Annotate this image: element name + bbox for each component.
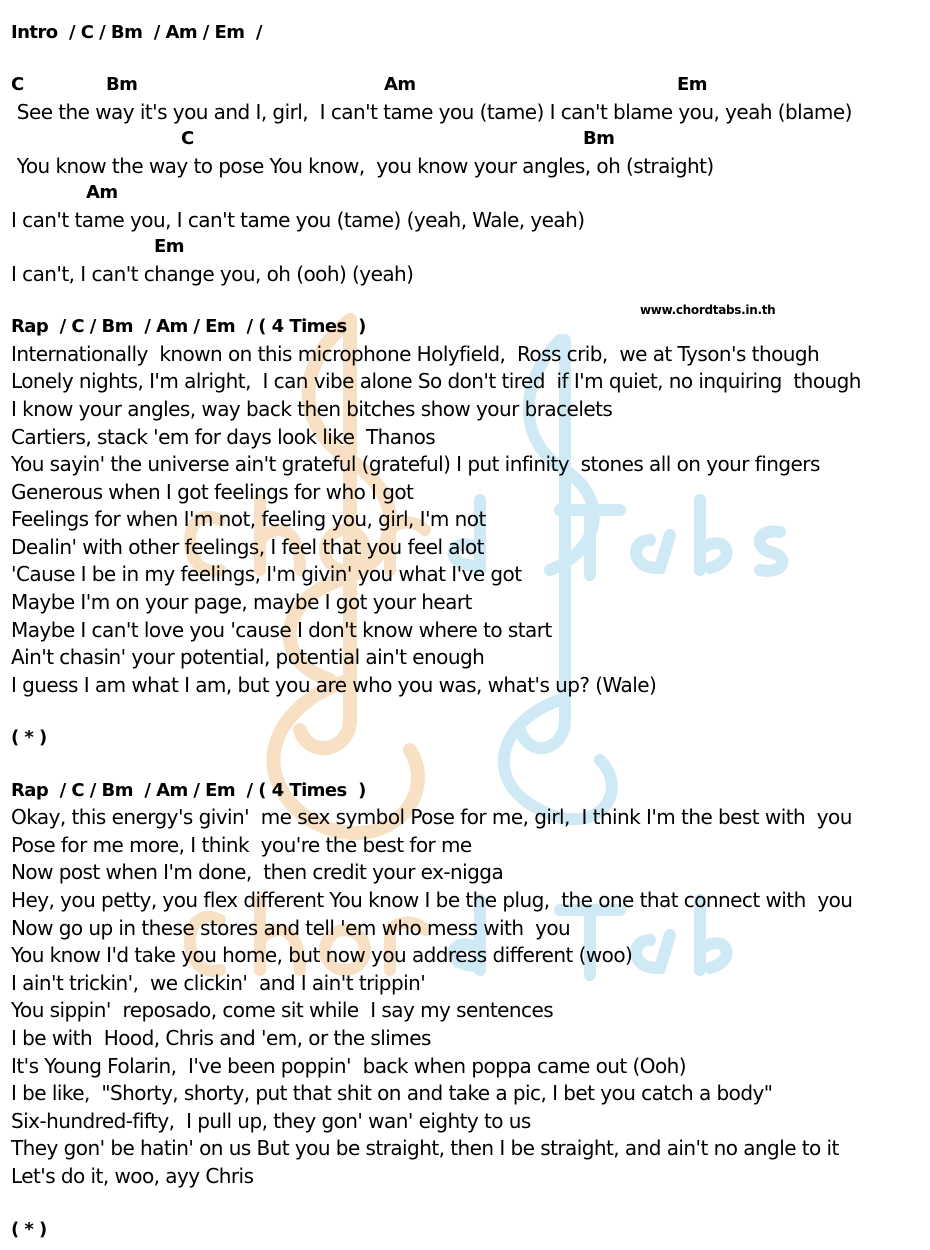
chord: Am	[86, 182, 118, 204]
chord: Em	[154, 236, 184, 258]
chord-line	[11, 180, 921, 206]
chord-line	[11, 126, 921, 152]
chord-line	[11, 234, 921, 260]
lyric-line: I be with Hood, Chris and 'em, or the slimes	[11, 1025, 431, 1050]
intro-line: Intro / C / Bm / Am / Em /	[11, 22, 262, 43]
lyric-line: I can't, I can't change you, oh (ooh) (yeah)	[11, 261, 414, 286]
lyric-line: I ain't trickin', we clickin' and I ain't trippin'	[11, 970, 426, 995]
lyric-line: Okay, this energy's givin' me sex symbol Pose for me, girl, I think I'm the best with you	[11, 805, 852, 830]
chord-sheet	[11, 20, 921, 1243]
lyric-line: I can't tame you, I can't tame you (tame) (yeah, Wale, yeah)	[11, 207, 585, 232]
lyric-line: Hey, you petty, you flex different You know I be the plug, the one that connect with you	[11, 888, 853, 912]
lyric-line: You know I'd take you home, but now you address different (woo)	[11, 943, 633, 968]
site-url: www.chordtabs.in.th	[640, 303, 776, 317]
chord: Bm	[583, 128, 615, 150]
lyric-line: You sippin' reposado, come sit while I say my sentences	[11, 998, 554, 1023]
lyric-line: 'Cause I be in my feelings, I'm givin' you what I've got	[11, 562, 522, 587]
chord: Am	[384, 74, 416, 96]
lyric-line: Ain't chasin' your potential, potential ain't enough	[11, 645, 485, 670]
lyric-line: Pose for me more, I think you're the best for me	[11, 832, 472, 857]
spacer	[11, 752, 921, 778]
lyric-line: Now post when I'm done, then credit your ex-nigga	[11, 860, 504, 885]
chorus-reference: ( * )	[11, 1218, 47, 1240]
lyric-line: Feelings for when I'm not, feeling you, girl, I'm not	[11, 507, 486, 532]
spacer	[11, 288, 921, 314]
lyric-line: They gon' be hatin' on us But you be straight, then I be straight, and ain't no angle to it	[11, 1136, 839, 1161]
chord: Bm	[106, 74, 138, 96]
lyric-line: See the way it's you and I, girl, I can't tame you (tame) I can't blame you, yeah (blame)	[11, 99, 852, 124]
lyric-line: I guess I am what I am, but you are who you was, what's up? (Wale)	[11, 672, 657, 697]
lyric-line: I know your angles, way back then bitches show your bracelets	[11, 396, 613, 421]
lyric-line: I be like, "Shorty, shorty, put that shit on and take a pic, I bet you catch a body"	[11, 1081, 773, 1106]
chorus-reference: ( * )	[11, 727, 47, 749]
rap-section-label: Rap / C / Bm / Am / Em / ( 4 Times )	[11, 779, 366, 801]
lyric-line: Let's do it, woo, ayy Chris	[11, 1163, 254, 1188]
spacer	[11, 1191, 921, 1217]
lyric-line: Generous when I got feelings for who I got	[11, 479, 414, 504]
spacer	[11, 699, 921, 725]
lyric-line: Six-hundred-fifty, I pull up, they gon' wan' eighty to us	[11, 1108, 531, 1133]
lyric-line: Internationally known on this microphone Holyfield, Ross crib, we at Tyson's though	[11, 341, 820, 366]
spacer	[11, 46, 921, 72]
lyric-line: It's Young Folarin, I've been poppin' back when poppa came out (Ooh)	[11, 1053, 687, 1078]
lyric-line: You know the way to pose You know, you know your angles, oh (straight)	[11, 153, 714, 178]
chord: C	[181, 128, 194, 150]
lyric-line: Maybe I can't love you 'cause I don't know where to start	[11, 617, 552, 642]
chord: Em	[677, 74, 707, 96]
lyric-line: Now go up in these stores and tell 'em who mess with you	[11, 915, 571, 940]
lyric-line: Maybe I'm on your page, maybe I got your heart	[11, 590, 472, 615]
lyric-line: Lonely nights, I'm alright, I can vibe alone So don't tired if I'm quiet, no inquiring though	[11, 369, 861, 394]
lyric-line: You sayin' the universe ain't grateful (grateful) I put infinity stones all on your fingers	[11, 452, 820, 477]
lyric-line: Dealin' with other feelings, I feel that you feel alot	[11, 534, 484, 559]
lyric-line: Cartiers, stack 'em for days look like Thanos	[11, 424, 436, 449]
rap-section-label: Rap / C / Bm / Am / Em / ( 4 Times )	[11, 316, 366, 338]
chord: C	[11, 74, 24, 96]
chord-line	[11, 72, 921, 98]
